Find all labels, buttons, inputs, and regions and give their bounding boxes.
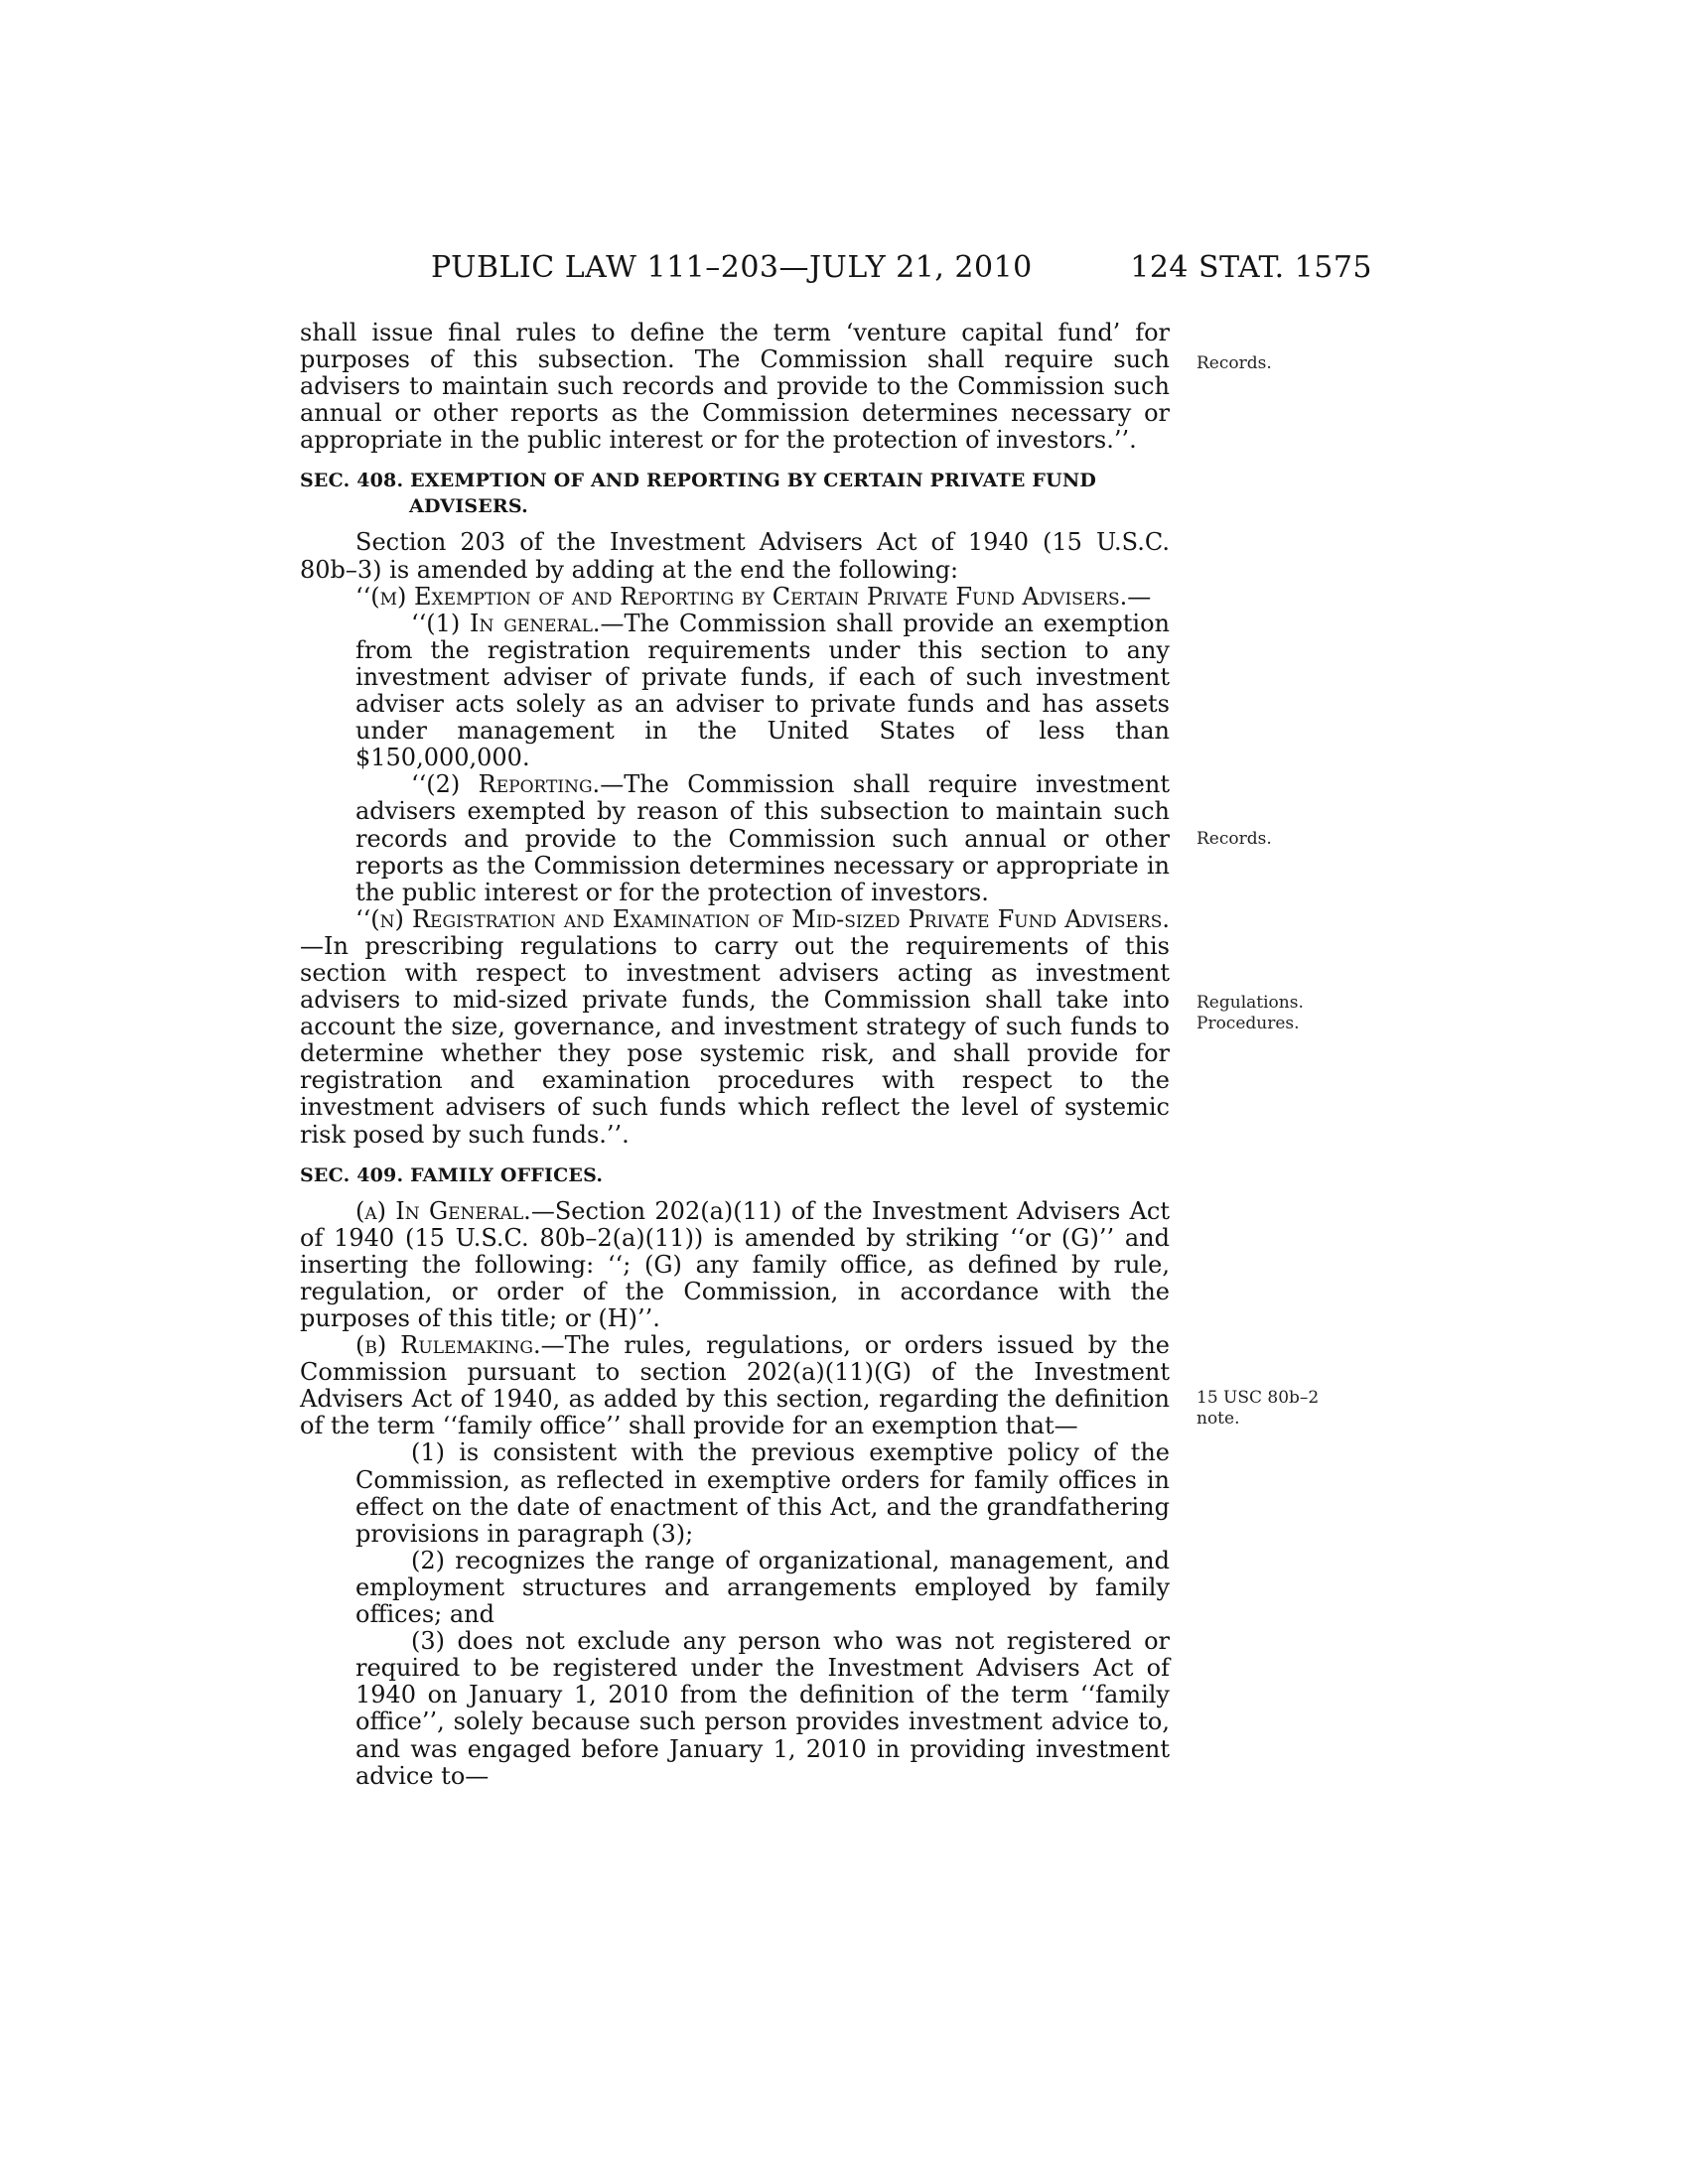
section-408-heading-line1: SEC. 408. EXEMPTION OF AND REPORTING BY CERTAIN PRIVATE FUND	[300, 470, 1097, 492]
paragraph-m1	[355, 611, 1170, 772]
subsection-409-a-label: (a) In General.	[355, 1196, 531, 1225]
paragraph-m2-text: —The Commission shall require investment advisers exempted by reason of this subsection to maintain such records and provide to the Commission such annual or other reports as the Commission determines necessary or appropriate in the public interest or for the protection of investors.	[355, 770, 1170, 906]
subsection-409-b	[300, 1332, 1170, 1439]
paragraph-m1-label: ‘‘(1) In general.	[411, 609, 601, 637]
section-408-heading	[300, 468, 1170, 519]
running-head-title: PUBLIC LAW 111–203—JULY 21, 2010	[431, 250, 1033, 285]
intro-paragraph: shall issue final rules to define the term ‘venture capital fund’ for purposes of this subsection. The Commission shall require such advisers to maintain such records and provide to the Commission such annual or other reports as the Commission determines necessary or appropriate in the public interest or for the protection of investors.’’.	[300, 319, 1170, 455]
paragraph-m2-label: ‘‘(2) Reporting.	[411, 770, 601, 799]
subsection-409-a-text: —Section 202(a)(11) of the Investment Advisers Act of 1940 (15 U.S.C. 80b–2(a)(11)) is amended by striking ‘‘or (G)’’ and inserting the following: ‘‘; (G) any family office, as defined by rule, regulation, or order of the Commission, in accordance with the purposes of this title; or (H)’’.	[300, 1196, 1170, 1332]
section-408-paragraph: Section 203 of the Investment Advisers Act of 1940 (15 U.S.C. 80b–3) is amended by adding at the end the following:	[300, 528, 1170, 584]
page-stat-citation: 124 STAT. 1575	[1130, 250, 1372, 285]
subsection-409-b-text: —The rules, regulations, or orders issued by the Commission pursuant to section 202(a)(11)(G) of the Investment Advisers Act of 1940, as added by this section, regarding the definition of the term ‘‘family office’’ shall provide for an exemption that—	[300, 1331, 1170, 1440]
margin-note-records-1: Records.	[1196, 353, 1272, 373]
margin-note-usc-line1: 15 USC 80b–2	[1196, 1388, 1320, 1408]
section-409-heading	[300, 1162, 1170, 1188]
section-408-heading-line2: ADVISERS.	[409, 495, 528, 518]
subsection-409-a	[300, 1198, 1170, 1332]
margin-note-procedures: Procedures.	[1196, 1014, 1300, 1033]
subsection-m-heading: ‘‘(m) Exemption of and Reporting by Certain Private Fund Advisers.—	[355, 582, 1152, 611]
subsection-m-items	[300, 611, 1170, 906]
subsection-409-b-label: (b) Rulemaking.	[355, 1331, 541, 1360]
margin-note-regulations: Regulations.	[1196, 993, 1304, 1013]
paragraph-409-b2: (2) recognizes the range of organizational, management, and employment structures and arrangements employed by family offices; and	[355, 1546, 1170, 1629]
paragraph-409-b1: (1) is consistent with the previous exemptive policy of the Commission, as reflected in exemptive orders for family offices in effect on the date of enactment of this Act, and the grandfathering provisions in paragraph (3);	[355, 1438, 1170, 1548]
subsection-n	[300, 906, 1170, 1149]
subsection-n-text: —In prescribing regulations to carry out the requirements of this section with respect to investment advisers acting as investment advisers to mid-sized private funds, the Commission shall take into account the size, governance, and investment strategy of such funds to determine whether they pose systemic risk, and shall provide for registration and examination procedures with respect to the investment advisers of such funds which reflect the level of systemic risk posed by such funds.’’.	[300, 931, 1170, 1149]
subsection-n-label: ‘‘(n) Registration and Examination of Mid-sized Private Fund Advisers.	[355, 904, 1170, 933]
paragraph-m1-text: —The Commission shall provide an exemption from the registration requirements under this section to any investment adviser of private funds, if each of such investment adviser acts solely as an adviser to private funds and has assets under management in the United States of less than $150,000,000.	[355, 609, 1170, 772]
margin-note-usc-line2: note.	[1196, 1409, 1240, 1429]
statute-body	[300, 320, 1170, 1790]
paragraph-409-b3: (3) does not exclude any person who was not registered or required to be registered under the Investment Advisers Act of 1940 on January 1, 2010 from the definition of the term ‘‘family office’’, solely because such person provides investment advice to, and was engaged before January 1, 2010 in providing investment advice to—	[355, 1627, 1170, 1790]
paragraph-m2	[355, 771, 1170, 905]
margin-note-records-2: Records.	[1196, 829, 1272, 849]
section-409-heading-text: SEC. 409. FAMILY OFFICES.	[300, 1163, 604, 1186]
subsection-409-b-items	[300, 1439, 1170, 1789]
margin-notes	[1196, 0, 1355, 2184]
